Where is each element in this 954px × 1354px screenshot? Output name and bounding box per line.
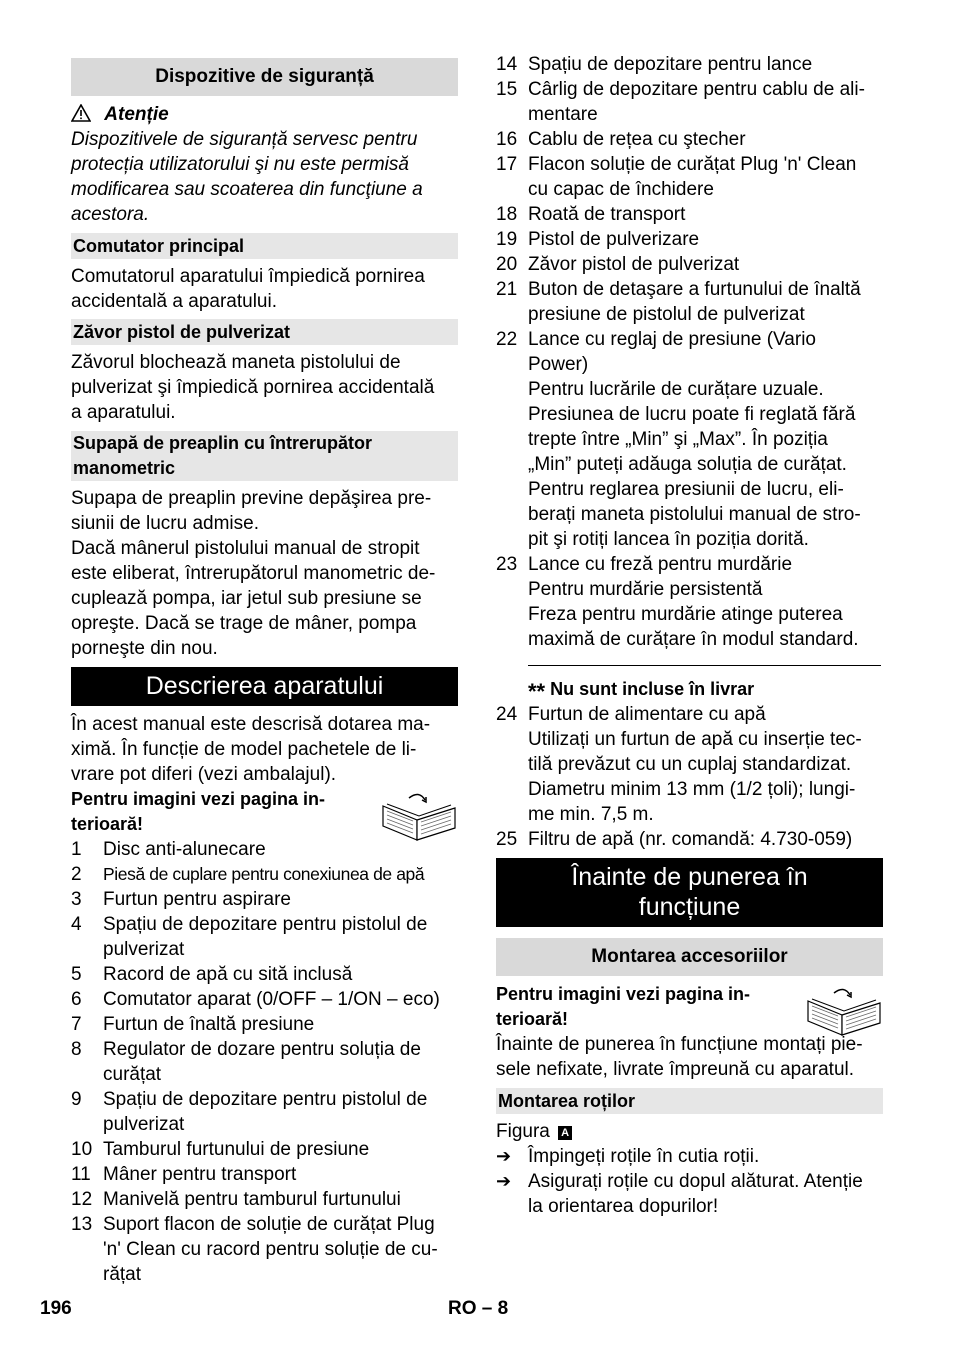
item-label: tilă prevăzut cu un cuplaj standardizat. bbox=[528, 754, 852, 775]
item-label: Presiunea de lucru poate fi reglată fără bbox=[528, 404, 856, 425]
item-label: Lance cu freză pentru murdărie bbox=[528, 554, 793, 575]
item-label: Cârlig de depozitare pentru cablu de ali- bbox=[528, 79, 865, 100]
description-text bbox=[71, 712, 461, 787]
text-line: acestora. bbox=[71, 204, 150, 225]
item-label: „Min” puteți adăuga soluția de curățat. bbox=[528, 454, 847, 475]
lock-text bbox=[71, 350, 461, 425]
item-number: 6 bbox=[71, 989, 82, 1010]
double-asterisk-icon: ** bbox=[528, 679, 546, 704]
item-number: 5 bbox=[71, 964, 82, 985]
chapter-heading-line: Înainte de punerea în bbox=[571, 863, 808, 891]
figure-letter-box bbox=[558, 1126, 572, 1140]
item-label: Spațiu de depozitare pentru lance bbox=[528, 54, 813, 75]
step-text: Împingeți roțile în cutia roții. bbox=[528, 1146, 760, 1167]
item-label: Furtun de alimentare cu apă bbox=[528, 704, 766, 725]
arrow-right-icon: ➔ bbox=[496, 1146, 512, 1166]
item-label: me min. 7,5 m. bbox=[528, 804, 654, 825]
subheading-lock bbox=[71, 319, 458, 345]
figure-label: Figura bbox=[496, 1121, 550, 1142]
text-line: terioară! bbox=[496, 1009, 569, 1029]
text-line: opreşte. Dacă se trage de mâner, pompa bbox=[71, 613, 417, 634]
item-label: Comutator aparat (0/OFF – 1/ON – eco) bbox=[103, 989, 440, 1010]
subheading-wheels bbox=[496, 1088, 883, 1114]
item-number: 16 bbox=[496, 129, 518, 150]
item-number: 17 bbox=[496, 154, 518, 175]
text-line: ximă. În funcție de model pachetele de li- bbox=[71, 739, 417, 760]
item-label: mentare bbox=[528, 104, 598, 125]
item-label: Racord de apă cu sită inclusă bbox=[103, 964, 353, 985]
text-line: Zăvorul blochează maneta pistolului de bbox=[71, 352, 401, 373]
item-label: Suport flacon de soluție de curățat Plug bbox=[103, 1214, 435, 1235]
section-page-label bbox=[448, 1298, 508, 1320]
item-label: Piesă de cuplare pentru conexiunea de apă bbox=[103, 864, 425, 884]
item-label: Tamburul furtunului de presiune bbox=[103, 1139, 370, 1160]
attention-text bbox=[71, 127, 461, 227]
item-number: 3 bbox=[71, 889, 82, 910]
subheading-valve-line: manometric bbox=[73, 458, 176, 478]
item-label: Power) bbox=[528, 354, 589, 375]
text-line: sele nefixate, livrate împreună cu aparatul. bbox=[496, 1059, 855, 1080]
text-line: Înainte de punerea în funcțiune montați pie- bbox=[496, 1034, 863, 1055]
text-line: este eliberat, întrerupătorul manometric de- bbox=[71, 563, 436, 584]
item-label: Pentru lucrările de curățare uzuale. bbox=[528, 379, 824, 400]
item-number: 21 bbox=[496, 279, 518, 300]
subheading-wheels-text: Montarea roților bbox=[498, 1091, 636, 1111]
subheading-main-switch bbox=[71, 233, 458, 259]
chapter-heading-description-text: Descrierea aparatului bbox=[145, 672, 384, 700]
item-label: Roată de transport bbox=[528, 204, 686, 225]
item-label: Spațiu de depozitare pentru pistolul de bbox=[103, 1089, 428, 1110]
item-label: Flacon soluție de curățat Plug 'n' Clean bbox=[528, 154, 857, 175]
text-line: Supapa de preaplin previne depăşirea pre- bbox=[71, 488, 432, 509]
item-label: Pentru murdărie persistentă bbox=[528, 579, 763, 600]
section-page-text: RO – 8 bbox=[448, 1298, 509, 1319]
text-line: protecția utilizatorului şi nu este permisă bbox=[71, 154, 409, 175]
text-line: pulverizat şi împiedică pornirea accidentală bbox=[71, 377, 435, 398]
figure-letter: A bbox=[561, 1127, 570, 1139]
attention-label-row bbox=[71, 102, 169, 129]
step-text: Asigurați roțile cu dopul alăturat. Atenție bbox=[528, 1171, 863, 1192]
step-text: la orientarea dopurilor! bbox=[528, 1196, 719, 1217]
item-number: 12 bbox=[71, 1189, 93, 1210]
section-heading-safety bbox=[71, 58, 458, 96]
chapter-heading-before-use bbox=[496, 858, 883, 927]
subheading-main-switch-text: Comutator principal bbox=[73, 236, 245, 256]
image-reference-note bbox=[71, 787, 325, 837]
item-label: pit şi rotiți lancea în poziția dorită. bbox=[528, 529, 809, 550]
item-number: 18 bbox=[496, 204, 518, 225]
main-switch-text bbox=[71, 264, 461, 314]
warning-triangle-icon bbox=[71, 104, 91, 129]
item-number: 22 bbox=[496, 329, 518, 350]
item-number: 2 bbox=[71, 864, 82, 885]
item-number: 20 bbox=[496, 254, 518, 275]
item-label: pulverizat bbox=[103, 1114, 185, 1135]
item-number: 8 bbox=[71, 1039, 82, 1060]
item-number: 23 bbox=[496, 554, 518, 575]
text-line: Dacă mânerul pistolului manual de stropit bbox=[71, 538, 420, 559]
item-label: Freza pentru murdărie atinge puterea bbox=[528, 604, 843, 625]
item-number: 25 bbox=[496, 829, 518, 850]
step-list bbox=[496, 1144, 886, 1219]
text-line: Comutatorul aparatului împiedică pornirea bbox=[71, 266, 425, 287]
chapter-heading-description bbox=[71, 667, 458, 706]
text-line: modificarea sau scoaterea din funcţiune a bbox=[71, 179, 423, 200]
item-number: 4 bbox=[71, 914, 82, 935]
attention-label: Atenție bbox=[104, 104, 169, 125]
item-label: Furtun de înaltă presiune bbox=[103, 1014, 315, 1035]
item-label: Cablu de rețea cu ştecher bbox=[528, 129, 746, 150]
item-label: Disc anti-alunecare bbox=[103, 839, 266, 860]
item-label: cu capac de închidere bbox=[528, 179, 714, 200]
text-line: Pentru imagini vezi pagina in- bbox=[496, 984, 751, 1004]
text-line: accidentală a aparatului. bbox=[71, 291, 277, 312]
item-label: maximă de curățare în modul standard. bbox=[528, 629, 859, 650]
text-line: a aparatului. bbox=[71, 402, 176, 423]
text-line: terioară! bbox=[71, 814, 144, 834]
item-label: Pistol de pulverizare bbox=[528, 229, 700, 250]
item-label: berați maneta pistolului manual de stro- bbox=[528, 504, 861, 525]
item-label: Lance cu reglaj de presiune (Vario bbox=[528, 329, 816, 350]
component-list-left bbox=[71, 837, 461, 1287]
item-label: Diametru minim 13 mm (1/2 țoli); lungi- bbox=[528, 779, 856, 800]
item-label: Furtun pentru aspirare bbox=[103, 889, 291, 910]
item-label: Utilizați un furtun de apă cu inserție tec- bbox=[528, 729, 862, 750]
page-number-text: 196 bbox=[40, 1298, 72, 1319]
accessories-text bbox=[496, 1032, 886, 1082]
item-number: 9 bbox=[71, 1089, 82, 1110]
text-line: cuplează pompa, iar jetul sub presiune se bbox=[71, 588, 422, 609]
figure-reference bbox=[496, 1119, 572, 1144]
section-heading-accessories-text: Montarea accesoriilor bbox=[591, 946, 788, 967]
item-label: Regulator de dozare pentru soluția de bbox=[103, 1039, 421, 1060]
item-number: 1 bbox=[71, 839, 82, 860]
item-label: Pentru reglarea presiunii de lucru, eli- bbox=[528, 479, 844, 500]
text-line: porneşte din nou. bbox=[71, 638, 218, 659]
image-reference-note bbox=[496, 982, 750, 1032]
text-line: vrare pot diferi (vezi ambalajul). bbox=[71, 764, 337, 785]
item-label: curățat bbox=[103, 1064, 162, 1085]
item-label: trepte între „Min” şi „Max”. În poziția bbox=[528, 429, 828, 450]
page-number bbox=[40, 1298, 72, 1320]
item-label: rățat bbox=[103, 1264, 142, 1285]
valve-text bbox=[71, 486, 461, 661]
accessory-list-right bbox=[496, 702, 886, 852]
item-label: presiune de pistolul de pulverizat bbox=[528, 304, 805, 325]
item-number: 11 bbox=[71, 1164, 91, 1185]
subheading-lock-text: Zăvor pistol de pulverizat bbox=[73, 322, 291, 342]
subheading-valve bbox=[71, 431, 458, 481]
item-label: Zăvor pistol de pulverizat bbox=[528, 254, 740, 275]
item-label: Mâner pentru transport bbox=[103, 1164, 297, 1185]
arrow-right-icon: ➔ bbox=[496, 1171, 512, 1191]
item-number: 10 bbox=[71, 1139, 93, 1160]
item-label: 'n' Clean cu racord pentru soluție de cu- bbox=[103, 1239, 438, 1260]
text-line: Pentru imagini vezi pagina in- bbox=[71, 789, 326, 809]
text-line: Dispozitivele de siguranță servesc pentru bbox=[71, 129, 418, 150]
item-label: Buton de detaşare a furtunului de înaltă bbox=[528, 279, 861, 300]
item-number: 24 bbox=[496, 704, 518, 725]
item-label: Manivelă pentru tamburul furtunului bbox=[103, 1189, 401, 1210]
chapter-heading-line: funcțiune bbox=[638, 893, 741, 921]
item-number: 14 bbox=[496, 54, 518, 75]
section-heading-safety-text: Dispozitive de siguranță bbox=[155, 66, 374, 87]
section-heading-accessories bbox=[496, 938, 883, 976]
item-label: Filtru de apă (nr. comandă: 4.730-059) bbox=[528, 829, 853, 850]
item-label: pulverizat bbox=[103, 939, 185, 960]
text-line: În acest manual este descrisă dotarea ma- bbox=[71, 714, 431, 735]
item-number: 15 bbox=[496, 79, 518, 100]
separator-line bbox=[528, 665, 881, 666]
item-number: 19 bbox=[496, 229, 518, 250]
item-label: Spațiu de depozitare pentru pistolul de bbox=[103, 914, 428, 935]
not-included-text: Nu sunt incluse în livrar bbox=[550, 679, 755, 699]
item-number: 13 bbox=[71, 1214, 93, 1235]
subheading-valve-line: Supapă de preaplin cu întrerupător bbox=[73, 433, 373, 453]
item-number: 7 bbox=[71, 1014, 82, 1035]
text-line: siunii de lucru admise. bbox=[71, 513, 259, 534]
not-included-note bbox=[528, 677, 754, 704]
component-list-right bbox=[496, 52, 886, 652]
